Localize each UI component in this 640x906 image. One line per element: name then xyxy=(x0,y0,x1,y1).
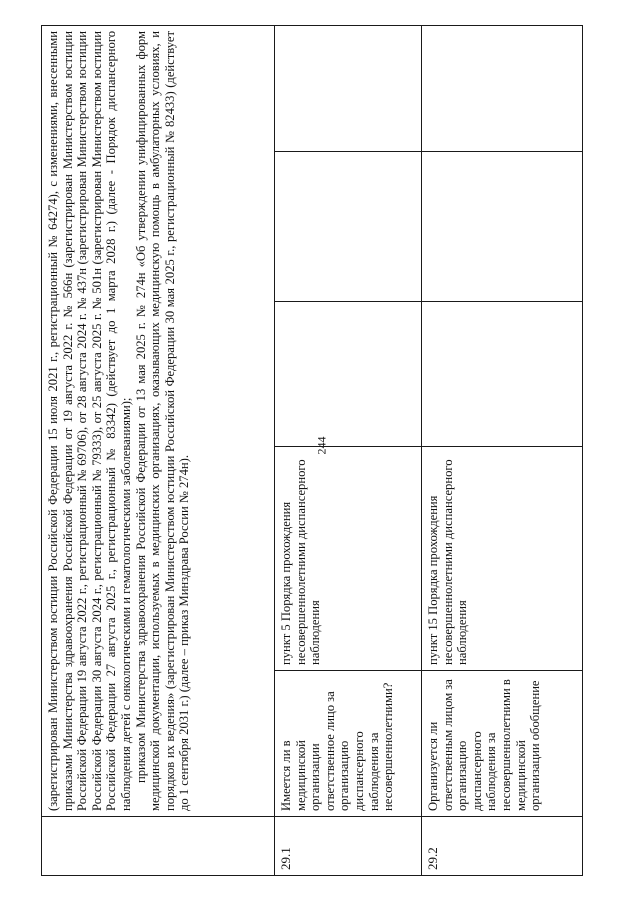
answer-cell-yes xyxy=(422,302,583,447)
regulation-paragraph: приказом Министерства здравоохранения Российской Федерации от 13 мая 2025 г. № 274н «Об утверждении унифицированных форм медицинской документации, используемых в медицинских организациях, оказывающих медицинскую помощь в амбулаторных условиях, и порядков их ведения» (зарегистрирован Министерством юстиции Российской Федерации 30 мая 2025 г., регистрационный № 82433) (действует до 1 сентября 2031 г.) (далее – приказ Минздрава России № 274н). xyxy=(133,31,192,811)
answer-cell-na xyxy=(275,26,422,152)
rotated-table-area xyxy=(41,26,582,876)
checklist-table xyxy=(41,25,583,876)
row-number-cell: 29.1 xyxy=(275,817,422,876)
regulation-paragraph: (зарегистрирован Министерством юстиции Российской Федерации 15 июля 2021 г., регистрационный № 64274), с изменениями, внесенными приказами Министерства здравоохранения Российской Федерации от 19 августа 2022 г. № 566н (зарегистрирован Министерством юстиции Российской Федерации 19 августа 2022 г., регистрационный № 69706), от 28 августа 2024 г. № 437н (зарегистрирован Министерством юстиции Российской Федерации 30 августа 2024 г., регистрационный № 79333), от 25 августа 2025 г. № 501н (зарегистрирован Министерством юстиции Российской Федерации 27 августа 2025 г., регистрационный № 83342) (действует до 1 марта 2028 г.) (далее - Порядок диспансерного наблюдения детей с онкологическими и гематологическими заболеваниями); xyxy=(46,31,133,811)
table-row xyxy=(42,26,275,876)
row-number-cell xyxy=(42,817,275,876)
answer-cell-na xyxy=(422,26,583,152)
reference-cell: пункт 5 Порядка прохождения несовершеннолетними диспансерного наблюдения xyxy=(275,447,422,671)
table-row xyxy=(422,26,583,876)
answer-cell-yes xyxy=(275,302,422,447)
reference-cell: пункт 15 Порядка прохождения несовершеннолетними диспансерного наблюдения xyxy=(422,447,583,671)
row-number-cell: 29.2 xyxy=(422,817,583,876)
answer-cell-no xyxy=(422,152,583,302)
question-cell: Имеется ли в медицинской организации ответственное лицо за организацию диспансерного наблюдения за несовершеннолетними? xyxy=(275,671,422,817)
answer-cell-no xyxy=(275,152,422,302)
regulation-text-cell xyxy=(42,26,275,817)
table-row xyxy=(275,26,422,876)
question-cell: Организуется ли ответственным лицом за организацию диспансерного наблюдения за несовершеннолетними в медицинской организации обобщение xyxy=(422,671,583,817)
page-number: 244 xyxy=(314,436,329,455)
